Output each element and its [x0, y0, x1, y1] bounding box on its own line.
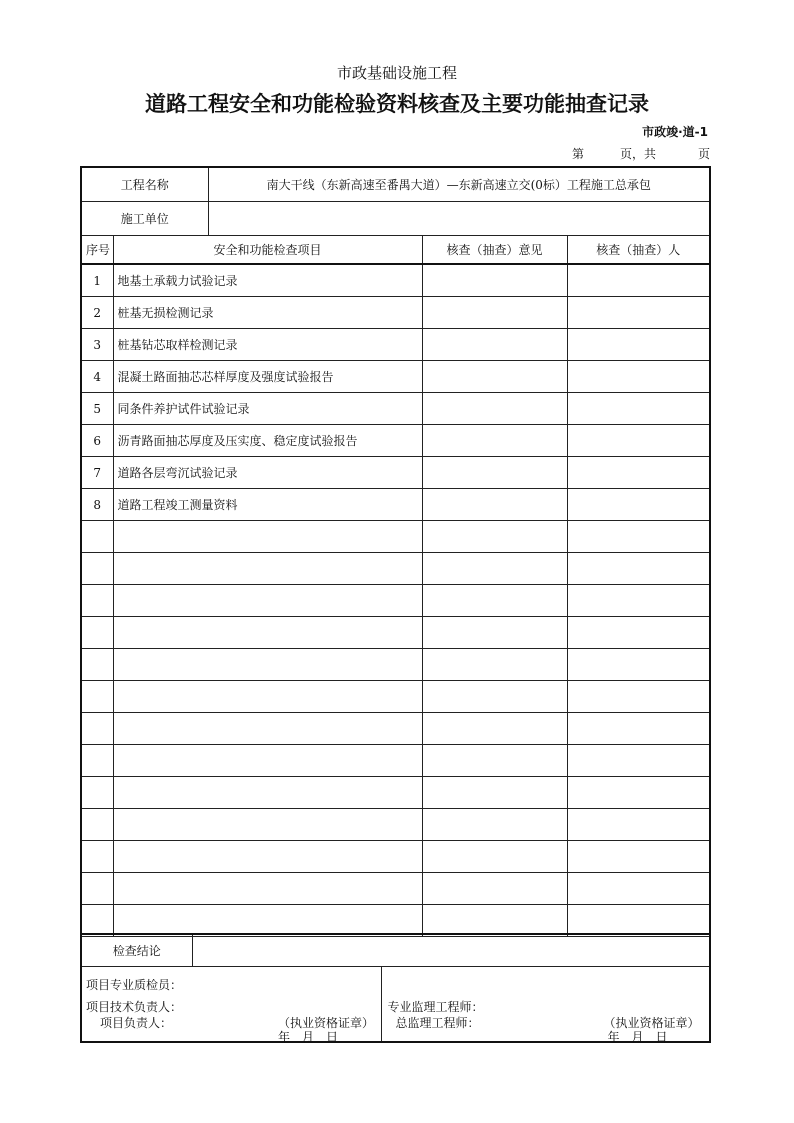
row-opinion — [422, 617, 567, 649]
row-opinion — [422, 681, 567, 713]
row-item — [113, 777, 422, 809]
row-person — [567, 553, 710, 585]
supervisor-cert-stamp-label: （执业资格证章） — [603, 1016, 700, 1030]
row-opinion — [422, 841, 567, 873]
row-person — [567, 264, 710, 297]
row-item: 道路各层弯沉试验记录 — [113, 457, 422, 489]
row-opinion — [422, 873, 567, 905]
table-row — [81, 393, 710, 425]
row-opinion — [422, 777, 567, 809]
row-number: 8 — [81, 489, 113, 521]
project-name-label: 工程名称 — [81, 167, 208, 202]
table-row — [81, 553, 710, 585]
page-ye-gong-label: 页，共 — [620, 147, 657, 161]
row-opinion — [422, 713, 567, 745]
row-number: 6 — [81, 425, 113, 457]
table-row — [81, 264, 710, 297]
conclusion-table — [80, 933, 711, 967]
table-row — [81, 841, 710, 873]
row-person — [567, 841, 710, 873]
signature-table — [80, 966, 711, 1043]
row-number: 4 — [81, 361, 113, 393]
row-item — [113, 873, 422, 905]
row-item: 道路工程竣工测量资料 — [113, 489, 422, 521]
row-opinion — [422, 393, 567, 425]
column-header-opinion: 核查（抽查）意见 — [422, 236, 567, 265]
row-number — [81, 745, 113, 777]
table-row — [81, 425, 710, 457]
document-subtitle: 市政基础设施工程 — [336, 64, 457, 82]
table-row — [81, 649, 710, 681]
row-item — [113, 585, 422, 617]
table-row — [81, 681, 710, 713]
row-item: 地基土承载力试验记录 — [113, 264, 422, 297]
row-opinion — [422, 649, 567, 681]
row-number — [81, 809, 113, 841]
row-person — [567, 361, 710, 393]
row-person — [567, 905, 710, 937]
table-row — [81, 873, 710, 905]
row-number — [81, 585, 113, 617]
row-number: 5 — [81, 393, 113, 425]
row-person — [567, 649, 710, 681]
row-number — [81, 841, 113, 873]
row-number — [81, 681, 113, 713]
column-header-item: 安全和功能检查项目 — [113, 236, 422, 265]
table-row — [81, 521, 710, 553]
construction-unit-value — [208, 202, 710, 236]
row-number: 2 — [81, 297, 113, 329]
row-person — [567, 457, 710, 489]
row-opinion — [422, 264, 567, 297]
row-opinion — [422, 425, 567, 457]
row-person — [567, 745, 710, 777]
conclusion-value — [192, 934, 710, 967]
row-number: 3 — [81, 329, 113, 361]
row-item — [113, 745, 422, 777]
row-item — [113, 649, 422, 681]
row-item: 混凝土路面抽芯芯样厚度及强度试验报告 — [113, 361, 422, 393]
row-number — [81, 777, 113, 809]
table-row — [81, 713, 710, 745]
row-number — [81, 713, 113, 745]
chief-supervisor-label: 总监理工程师： — [395, 1016, 480, 1030]
page-di-label: 第 — [572, 147, 585, 161]
construction-unit-label: 施工单位 — [81, 202, 208, 236]
table-row — [81, 329, 710, 361]
column-header-no: 序号 — [81, 236, 113, 265]
row-person — [567, 777, 710, 809]
table-row — [81, 617, 710, 649]
row-opinion — [422, 809, 567, 841]
quality-inspector-label: 项目专业质检员： — [86, 978, 183, 992]
row-person — [567, 489, 710, 521]
row-opinion — [422, 489, 567, 521]
table-row — [81, 809, 710, 841]
row-number — [81, 649, 113, 681]
row-opinion — [422, 585, 567, 617]
row-person — [567, 297, 710, 329]
table-row — [81, 297, 710, 329]
document-title: 道路工程安全和功能检验资料核查及主要功能抽查记录 — [145, 92, 649, 116]
supervising-engineer-label: 专业监理工程师： — [387, 1000, 484, 1014]
row-person — [567, 873, 710, 905]
row-person — [567, 329, 710, 361]
supervisor-date-label: 年 月 日 — [607, 1030, 668, 1044]
row-opinion — [422, 905, 567, 937]
row-item — [113, 713, 422, 745]
table-row — [81, 905, 710, 937]
row-opinion — [422, 553, 567, 585]
row-item — [113, 841, 422, 873]
row-person — [567, 521, 710, 553]
table-row — [81, 361, 710, 393]
row-opinion — [422, 329, 567, 361]
row-person — [567, 681, 710, 713]
row-opinion — [422, 521, 567, 553]
row-number: 1 — [81, 264, 113, 297]
row-person — [567, 585, 710, 617]
table-body — [81, 264, 710, 937]
contractor-cert-stamp-label: （执业资格证章） — [278, 1016, 375, 1030]
contractor-date-label: 年 月 日 — [278, 1030, 339, 1044]
row-person — [567, 809, 710, 841]
row-person — [567, 713, 710, 745]
table-row — [81, 489, 710, 521]
supervisor-signature-block — [381, 967, 710, 1043]
contractor-signature-block — [81, 967, 381, 1043]
row-item — [113, 617, 422, 649]
row-item — [113, 553, 422, 585]
technical-lead-label: 项目技术负责人： — [86, 1000, 183, 1014]
row-opinion — [422, 297, 567, 329]
row-number: 7 — [81, 457, 113, 489]
row-item — [113, 681, 422, 713]
table-row — [81, 777, 710, 809]
row-item: 同条件养护试件试验记录 — [113, 393, 422, 425]
row-item — [113, 809, 422, 841]
row-opinion — [422, 745, 567, 777]
row-item: 桩基钻芯取样检测记录 — [113, 329, 422, 361]
row-number — [81, 873, 113, 905]
row-item: 桩基无损检测记录 — [113, 297, 422, 329]
project-manager-label: 项目负责人： — [100, 1016, 173, 1030]
column-header-person: 核查（抽查）人 — [567, 236, 710, 265]
form-code: 市政竣·道-1 — [642, 125, 708, 139]
row-opinion — [422, 361, 567, 393]
row-item: 沥青路面抽芯厚度及压实度、稳定度试验报告 — [113, 425, 422, 457]
page-ye-label: 页 — [698, 147, 711, 161]
row-number — [81, 521, 113, 553]
table-row — [81, 745, 710, 777]
row-person — [567, 425, 710, 457]
table-row — [81, 457, 710, 489]
row-item — [113, 905, 422, 937]
row-number — [81, 905, 113, 937]
conclusion-label: 检查结论 — [81, 934, 192, 967]
row-person — [567, 617, 710, 649]
table-row — [81, 585, 710, 617]
row-number — [81, 553, 113, 585]
row-opinion — [422, 457, 567, 489]
inspection-table — [80, 166, 711, 937]
page-info — [572, 145, 710, 162]
row-item — [113, 521, 422, 553]
row-number — [81, 617, 113, 649]
row-person — [567, 393, 710, 425]
project-name-value: 南大干线（东新高速至番禺大道）—东新高速立交(0标）工程施工总承包 — [208, 167, 710, 202]
